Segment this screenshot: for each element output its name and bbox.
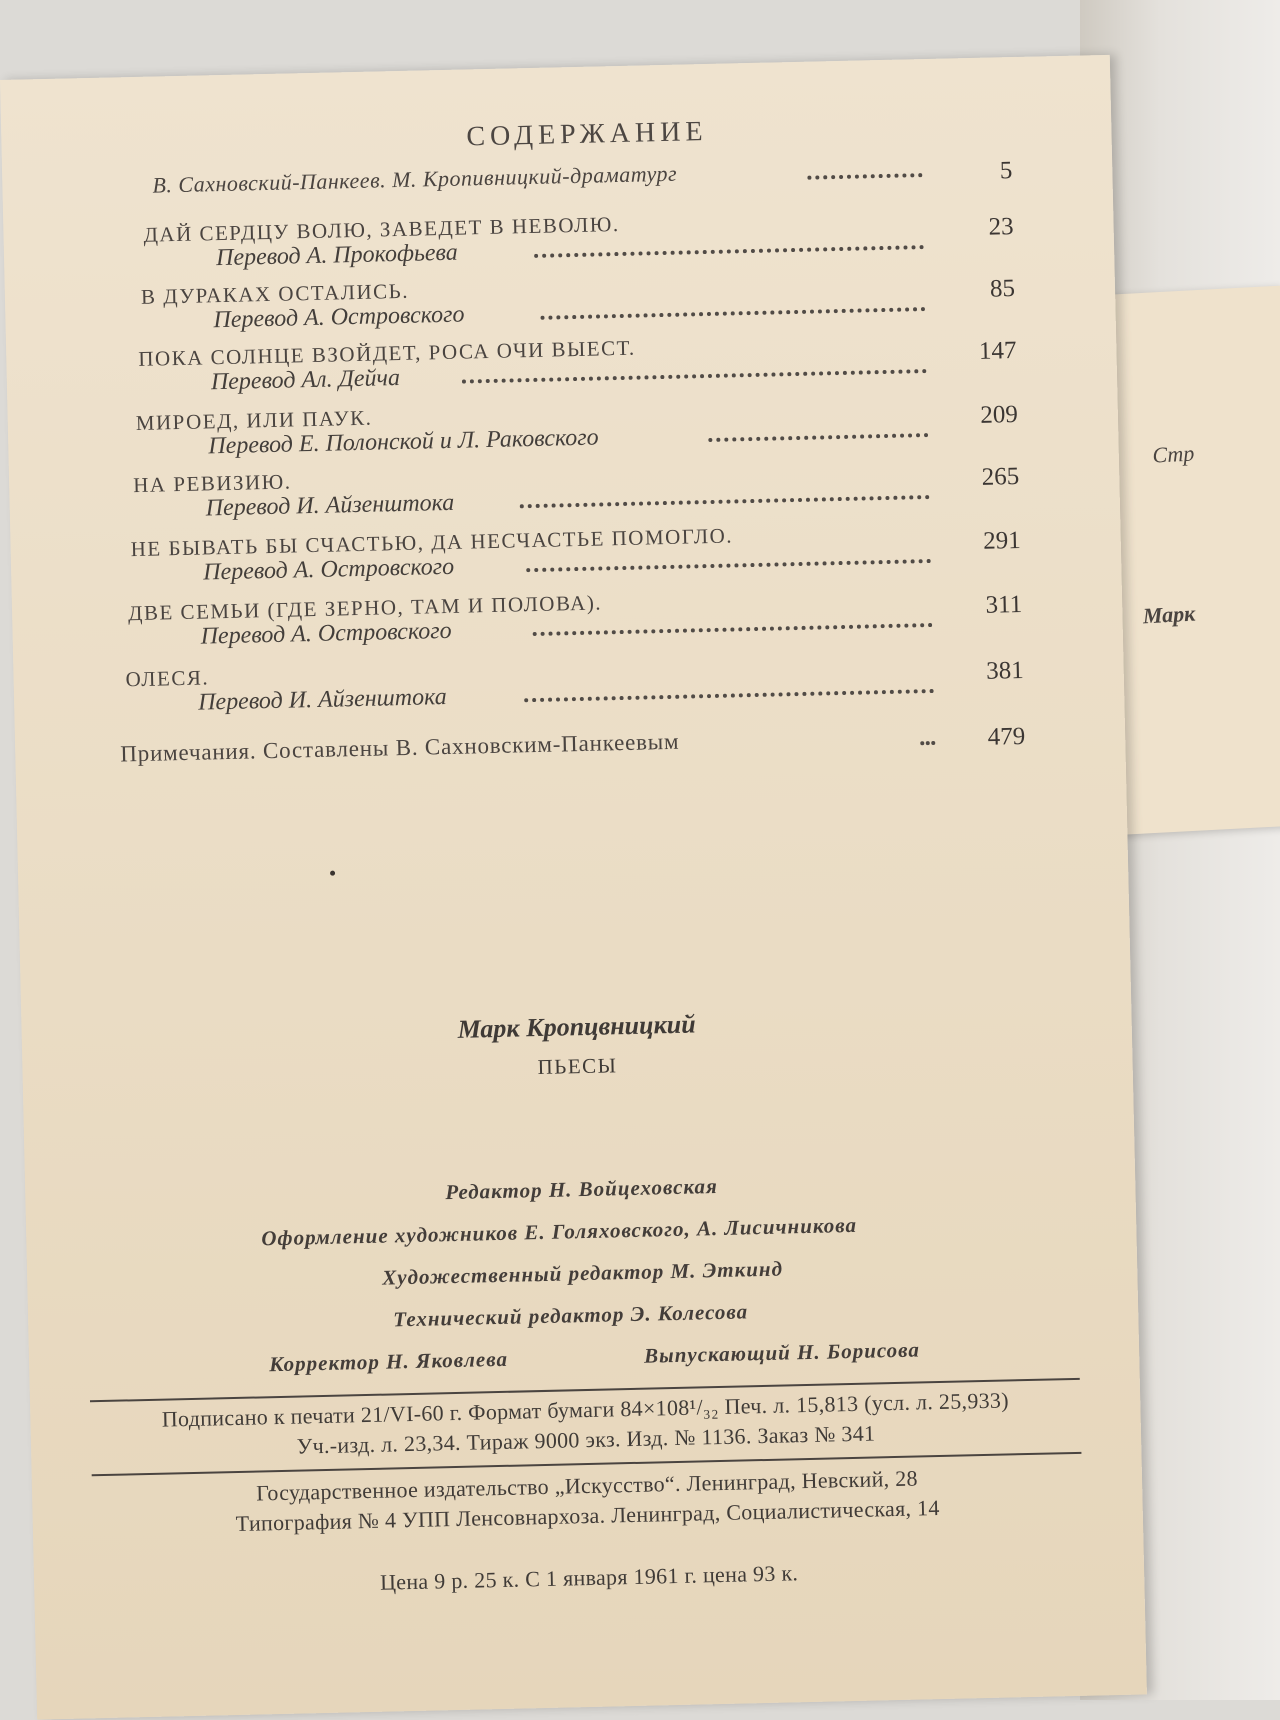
sheet-fragment-text: Стр: [1151, 440, 1195, 468]
book-page: [0, 55, 1147, 1720]
toc-entry-title: МИРОЕД, ИЛИ ПАУК.: [135, 405, 373, 436]
dot-leader: [920, 733, 935, 745]
toc-entry-title: В. Сахновский-Панкеев. М. Кропивницкий-драматург: [152, 160, 678, 198]
toc-entry-title: ДАЙ СЕРДЦУ ВОЛЮ, ЗАВЕДЕТ В НЕВОЛЮ.: [143, 211, 620, 247]
dot-leader: [540, 299, 925, 320]
toc-entry-page: 209: [980, 400, 1019, 429]
dot-leader: [520, 487, 930, 508]
dot-leader: [532, 615, 932, 636]
imprint-edition-details: Уч.-изд. л. 23,34. Тираж 9000 экз. Изд. № 1136. Заказ № 341: [296, 1420, 876, 1459]
toc-entry-page: 479: [987, 722, 1026, 751]
dot-leader: [462, 361, 927, 384]
toc-entry-title: Примечания. Составлены В. Сахновским-Панкеевым: [120, 728, 680, 767]
toc-heading: СОДЕРЖАНИЕ: [466, 115, 708, 153]
dot-leader: [524, 681, 934, 702]
toc-entry-title: ДВЕ СЕМЬИ (ГДЕ ЗЕРНО, ТАМ И ПОЛОВА).: [127, 590, 603, 626]
book-title: ПЬЕСЫ: [537, 1053, 618, 1080]
toc-entry-translator: Перевод А. Островского: [200, 617, 452, 650]
toc-entry-page: 5: [999, 157, 1013, 185]
dot-leader: [708, 425, 928, 442]
credit-release: Выпускающий Н. Борисова: [643, 1337, 921, 1368]
toc-entry-title: НЕ БЫВАТЬ БЫ СЧАСТЬЮ, ДА НЕСЧАСТЬЕ ПОМОГЛО.: [130, 523, 734, 562]
imprint-printer: Типография № 4 УПП Ленсовнархоза. Ленинград, Социалистическая, 14: [235, 1495, 940, 1537]
toc-entry-page: 23: [988, 213, 1014, 241]
toc-entry-page: 311: [985, 590, 1023, 619]
toc-entry-page: 381: [985, 656, 1024, 685]
toc-entry-title: ПОКА СОЛНЦЕ ВЗОЙДЕТ, РОСА ОЧИ ВЫЕСТ.: [138, 335, 636, 371]
imprint-price: Цена 9 р. 25 к. С 1 января 1961 г. цена 93 к.: [379, 1560, 799, 1595]
toc-entry-title: НА РЕВИЗИЮ.: [132, 469, 292, 498]
dot-leader: [526, 551, 931, 572]
dot-leader: [807, 165, 922, 180]
toc-entry-translator: Перевод А. Островского: [202, 553, 455, 586]
sheet-fragment-text: Марк: [1142, 600, 1196, 629]
imprint-print-details: Подписано к печати 21/VI-60 г. Формат бумаги 84×108¹/₃₂ Печ. л. 15,813 (усл. л. 25,933): [161, 1387, 1010, 1432]
credit-proofreader: Корректор Н. Яковлева: [268, 1346, 509, 1377]
toc-entry-translator: Перевод А. Прокофьева: [215, 239, 459, 272]
credit-art-editor: Художественный редактор М. Эткинд: [381, 1256, 784, 1290]
toc-entry-translator: Перевод И. Айзенштока: [205, 489, 455, 522]
credit-tech-editor: Технический редактор Э. Колесова: [392, 1299, 749, 1332]
toc-entry-page: 85: [989, 275, 1016, 303]
toc-entry-page: 265: [981, 462, 1020, 491]
imprint-publisher: Государственное издательство „Искусство“. Ленинград, Невский, 28: [255, 1465, 919, 1506]
toc-entry-title: В ДУРАКАХ ОСТАЛИСЬ.: [140, 278, 410, 309]
toc-entry-page: 291: [982, 526, 1022, 555]
paper-speck: [330, 871, 335, 876]
toc-entry-translator: Перевод И. Айзенштока: [197, 684, 447, 716]
toc-entry-page: 147: [978, 337, 1017, 365]
toc-entry-translator: Перевод А. Островского: [213, 301, 465, 334]
toc-entry-title: ОЛЕСЯ.: [125, 665, 210, 692]
toc-entry-translator: Перевод Ал. Дейча: [210, 365, 401, 396]
credit-design: Оформление художников Е. Голяховского, А. Лисичникова: [261, 1212, 858, 1251]
book-author: Марк Кропцвницкий: [457, 1009, 696, 1044]
toc-entry-translator: Перевод Е. Полонской и Л. Раковского: [208, 424, 599, 460]
credit-editor: Редактор Н. Войцеховская: [445, 1174, 719, 1205]
dot-leader: [534, 237, 924, 258]
